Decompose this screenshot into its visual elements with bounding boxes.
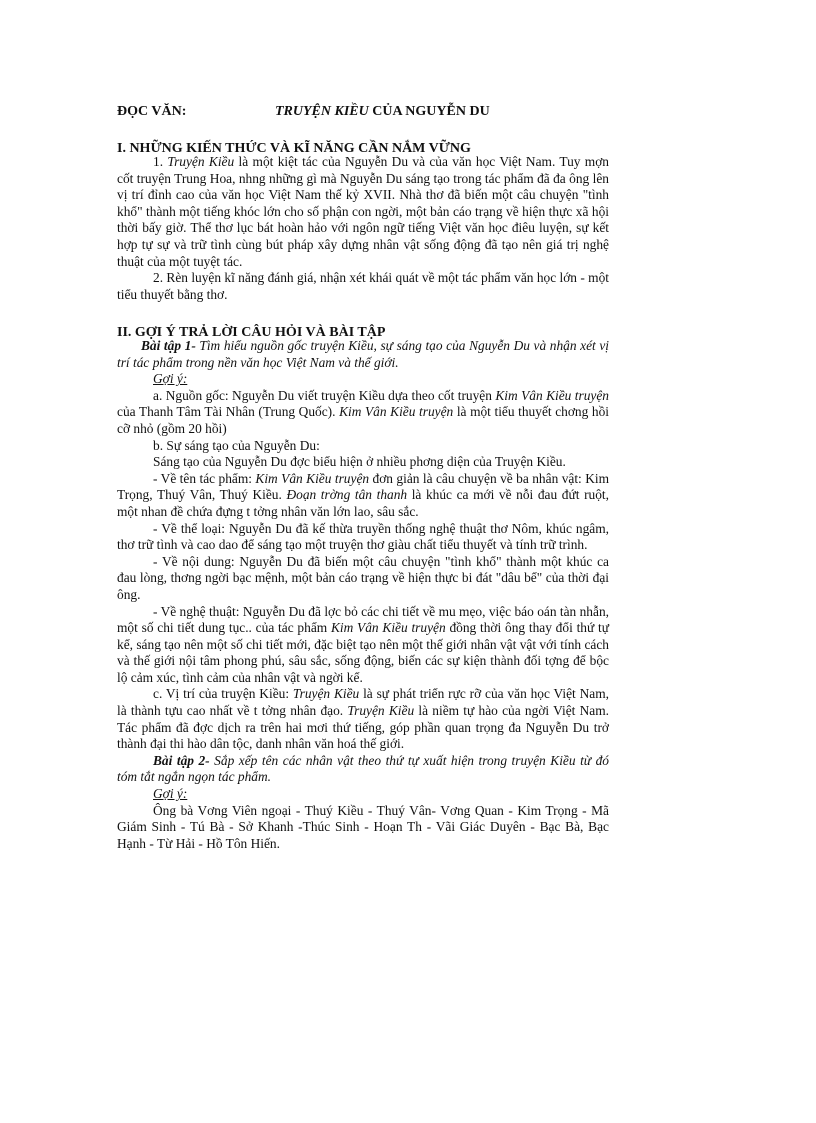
hint-2-label: Gợi ý: — [153, 786, 188, 802]
title-author: CỦA NGUYỄN DU — [368, 104, 490, 119]
title-work-name: TRUYỆN KIỀU — [275, 104, 369, 119]
section-1-heading: I. NHỮNG KIẾN THỨC VÀ KĨ NĂNG CẦN NẮM VỮNG — [117, 141, 471, 156]
work-title: Kim Vân Kiều truyện — [495, 387, 609, 403]
exercise-2-title: Bài tập 2- — [153, 752, 210, 768]
section-1-paragraph-1 — [117, 154, 609, 270]
paragraph-text: là một kiệt tác của Nguyễn Du và của văn học Việt Nam. Tuy mợn cốt truyện Trung Hoa, nhng những gì mà Nguyễn Du sáng tạo trong tác phẩm đã đa ông lên vị trí đỉnh cao của văn học Việt Nam thế kỷ XVII. Nhà thơ đã biến một câu chuyện "tình khổ" thành một tiếng khóc lớn cho số phận con ngời, một bản cáo trạng về hiện thực xã hội thời bấy giờ. Thể thơ lục bát hoàn hảo với ngôn ngữ tiếng Việt văn học điêu luyện, sự kết hợp tự sự và trữ tình cùng bút pháp xây dựng nhân vật sống động đã tạo nên giá trị nghệ thuật của một tuyệt tác. — [117, 154, 610, 269]
section-1-paragraph-2: 2. Rèn luyện kĩ năng đánh giá, nhận xét khái quát về một tác phẩm văn học lớn - một tiểu thuyết bằng thơ. — [117, 270, 609, 302]
section-2-body — [117, 338, 609, 852]
exercise-1-question: Tìm hiểu nguồn gốc truyện Kiều, sự sáng tạo của Nguyễn Du và nhận xét vị trí tác phẩm trong nền văn học Việt Nam và thế giới. — [117, 338, 609, 370]
exercise-2-prompt — [117, 753, 609, 786]
exercise-2-question: Sắp xếp tên các nhân vật theo thứ tự xuất hiện trong truyện Kiều từ đó tóm tắt ngắn ngọn tác phẩm. — [117, 752, 610, 785]
answer-b-intro: Sáng tạo của Nguyễn Du đợc biểu hiện ở nhiều phơng diện của Truyện Kiều. — [153, 454, 566, 470]
section-2-heading: II. GỢI Ý TRẢ LỜI CÂU HỎI VÀ BÀI TẬP — [117, 325, 386, 340]
answer-b-genre-point: - Về thể loại: Nguyễn Du đã kế thừa truyền thống nghệ thuật thơ Nôm, khúc ngâm, thơ trữ tình và cao dao để sáng tạo một truyện thơ giàu chất tiểu thuyết và tính trữ trình. — [117, 520, 609, 553]
answer-c: c. Vị trí của truyện Kiều: Truyện Kiều là sự phát triển rực rỡ của văn học Việt Nam, là thành tựu cao nhất về t tởng nhân đạo. Truyện Kiều là niềm tự hào của ngời Việt Nam. Tác phẩm đã đợc dịch ra trên hai mơi thứ tiếng, góp phần quan trọng đa Nguyễn Du trở thành đại thi hào dân tộc, danh nhân văn hoá thế giới. — [117, 686, 609, 752]
answer-b-content-point: - Về nội dung: Nguyễn Du đã biến một câu chuyện "tình khổ" thành một khúc ca đau lòng, thơng ngời bạc mệnh, một bản cáo trạng về hiện thực bi đát "dâu bể" của thời đại ông. — [117, 553, 609, 602]
work-title: Kim Vân Kiều truyện — [255, 470, 370, 486]
subject-label: ĐỌC VĂN: — [117, 104, 187, 119]
answer-b-heading: b. Sự sáng tạo của Nguyễn Du: — [153, 437, 320, 453]
work-title: Đoạn trờng tân thanh — [286, 487, 408, 503]
work-title: Kim Vân Kiều truyện — [330, 620, 446, 636]
document-title — [275, 104, 490, 120]
hint-label: Gợi ý: — [153, 371, 188, 387]
work-title: Truyện Kiều — [167, 154, 235, 169]
answer-b-art-point: - Về nghệ thuật: Nguyễn Du đã lợc bỏ các chi tiết về mu mẹo, việc báo oán tàn nhẫn, một số chi tiết dung tục.. của tác phẩm Kim Vân Kiều truyện đồng thời ông thay đổi thứ tự kể, sáng tạo nên một số chi tiết mới, đặc biệt tạo nên một thế giới nhân vật vật với tính cách và thế giới nội tâm phong phú, sâu sắc, sống động, biến các sự kiện thành đối tợng để bộc lộ cảm xúc, tình cảm của nhân vật và ngời kể. — [117, 603, 609, 685]
work-title: Kim Vân Kiều truyện — [339, 404, 454, 420]
section-1-body — [117, 154, 609, 303]
answer-a: a. Nguồn gốc: Nguyễn Du viết truyện Kiều dựa theo cốt truyện Kim Vân Kiều truyện của Thanh Tâm Tài Nhân (Trung Quốc). Kim Vân Kiều truyện là một tiểu thuyết chơng hồi cỡ nhỏ (gồm 20 hồi) — [117, 387, 610, 436]
work-title: Truyện Kiều — [347, 703, 415, 719]
exercise-2-answer: Ông bà Vơng Viên ngoại - Thuý Kiều - Thuý Vân- Vơng Quan - Kim Trọng - Mã Giám Sinh - Tú Bà - Sở Khanh -Thúc Sinh - Hoạn Th - Vãi Giác Duyên - Bạc Bà, Bạc Hạnh - Từ Hải - Hồ Tôn Hiến. — [117, 802, 609, 851]
paragraph-number: 1. — [153, 154, 168, 169]
work-title: Truyện Kiều — [292, 686, 360, 702]
exercise-1-prompt — [117, 338, 609, 371]
answer-b-title-point: - Về tên tác phẩm: Kim Vân Kiều truyện đơn giản là câu chuyện về ba nhân vật: Kim Trọng, Thuý Vân, Thuý Kiều. Đoạn trờng tân thanh là khúc ca mới về nỗi đau đứt ruột, một nhan đề chứa đựng t tởng nhân văn lớn lao, sâu sắc. — [117, 470, 610, 519]
exercise-1-title: Bài tập 1- — [141, 338, 196, 353]
